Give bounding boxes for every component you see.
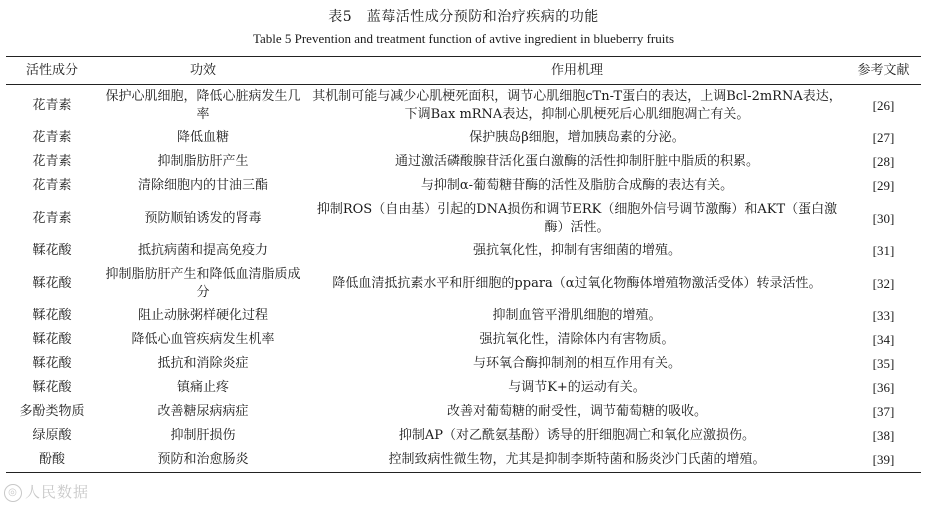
cell-effect: 阻止动脉粥样硬化过程 xyxy=(137,308,268,323)
header-effect: 功效 xyxy=(98,57,308,85)
cell-reference: [28] xyxy=(872,154,895,169)
watermark-text: 人民数据 xyxy=(25,483,90,501)
table-row xyxy=(6,424,921,448)
table-row xyxy=(6,126,921,150)
cell-effect: 抑制脂肪肝产生和降低血清脂质成分 xyxy=(105,266,301,300)
table-row xyxy=(6,198,921,239)
table-title-chinese: 表5 蓝莓活性成分预防和治疗疾病的功能 xyxy=(328,9,599,25)
cell-reference: [39] xyxy=(846,448,921,473)
table-row xyxy=(6,150,921,174)
cell-reference: [32] xyxy=(872,275,895,291)
cell-mechanism: 抑制血管平滑肌细胞的增殖。 xyxy=(492,308,662,323)
cell-effect: 抵抗病菌和提高免疫力 xyxy=(137,243,268,258)
cell-effect: 降低心血管疾病发生机率 xyxy=(131,332,275,347)
cell-effect: 预防顺铂诱发的肾毒 xyxy=(144,210,262,226)
cell-reference: [29] xyxy=(872,178,895,193)
table-row xyxy=(6,448,921,473)
table-row xyxy=(6,304,921,328)
functions-table xyxy=(6,56,921,473)
cell-effect: 镇痛止疼 xyxy=(176,380,229,395)
table-row xyxy=(6,174,921,198)
cell-mechanism: 抑制AP（对乙酰氨基酚）诱导的肝细胞凋亡和氧化应激损伤。 xyxy=(398,428,756,443)
cell-mechanism: 抑制ROS（自由基）引起的DNA损伤和调节ERK（细胞外信号调节激酶）和AKT（蛋白激酶）活性。 xyxy=(316,201,838,235)
cell-effect: 降低血糖 xyxy=(176,130,229,145)
table-row xyxy=(6,328,921,352)
cell-effect: 改善糖尿病病症 xyxy=(157,404,249,419)
cell-reference: [36] xyxy=(872,380,895,395)
cell-ingredient: 花青素 xyxy=(32,154,72,169)
cell-mechanism: 控制致病性微生物，尤其是抑制李斯特菌和肠炎沙门氏菌的增殖。 xyxy=(308,448,846,473)
watermark xyxy=(4,481,89,502)
watermark-logo-icon: ◎ xyxy=(4,484,22,502)
table-row xyxy=(6,85,921,127)
cell-reference: [33] xyxy=(872,308,895,323)
table-row xyxy=(6,263,921,304)
cell-ingredient: 酚酸 xyxy=(6,448,98,473)
cell-effect: 抵抗和消除炎症 xyxy=(157,356,249,371)
table-row xyxy=(6,352,921,376)
cell-mechanism: 与调节K+的运动有关。 xyxy=(508,380,646,395)
header-mechanism: 作用机理 xyxy=(308,57,846,85)
cell-effect: 抑制肝损伤 xyxy=(170,428,236,443)
cell-reference: [34] xyxy=(872,332,895,347)
cell-reference: [30] xyxy=(872,210,895,226)
cell-ingredient: 多酚类物质 xyxy=(19,404,85,419)
cell-ingredient: 花青素 xyxy=(32,130,72,145)
table-row xyxy=(6,400,921,424)
cell-ingredient: 鞣花酸 xyxy=(32,243,72,258)
cell-mechanism: 通过激活磷酸腺苷活化蛋白激酶的活性抑制肝脏中脂质的积累。 xyxy=(394,154,759,169)
cell-effect: 抑制脂肪肝产生 xyxy=(157,154,249,169)
table-row xyxy=(6,376,921,400)
cell-mechanism: 降低血清抵抗素水平和肝细胞的ppara（α过氧化物酶体增殖物激活受体）转录活性。 xyxy=(332,275,822,291)
cell-reference: [37] xyxy=(872,404,895,419)
cell-mechanism: 改善对葡萄糖的耐受性，调节葡萄糖的吸收。 xyxy=(446,404,707,419)
cell-reference: [38] xyxy=(872,428,895,443)
table-header-row xyxy=(6,57,921,85)
cell-ingredient: 鞣花酸 xyxy=(32,380,72,395)
table-title-english: Table 5 Prevention and treatment function of avtive ingredient in blueberry fruits xyxy=(252,31,675,46)
cell-effect: 清除细胞内的甘油三酯 xyxy=(137,178,268,193)
header-ingredient: 活性成分 xyxy=(6,57,98,85)
cell-mechanism: 与环氧合酶抑制剂的相互作用有关。 xyxy=(472,356,681,371)
cell-ingredient: 花青素 xyxy=(32,97,72,113)
table-row xyxy=(6,239,921,263)
cell-reference: [31] xyxy=(872,243,895,258)
header-reference: 参考文献 xyxy=(846,57,921,85)
cell-ingredient: 花青素 xyxy=(32,178,72,193)
cell-ingredient: 鞣花酸 xyxy=(32,332,72,347)
cell-ingredient: 鞣花酸 xyxy=(32,275,72,291)
cell-mechanism: 强抗氧化性，清除体内有害物质。 xyxy=(479,332,675,347)
cell-mechanism: 与抑制α-葡萄糖苷酶的活性及脂肪合成酶的表达有关。 xyxy=(420,178,734,193)
cell-reference: [35] xyxy=(872,356,895,371)
cell-effect: 保护心肌细胞，降低心脏病发生几率 xyxy=(105,88,301,122)
cell-ingredient: 鞣花酸 xyxy=(32,356,72,371)
cell-effect: 预防和治愈肠炎 xyxy=(98,448,308,473)
cell-mechanism: 保护胰岛β细胞，增加胰岛素的分泌。 xyxy=(469,130,685,145)
cell-ingredient: 绿原酸 xyxy=(32,428,72,443)
cell-reference: [26] xyxy=(872,97,895,113)
cell-mechanism: 强抗氧化性，抑制有害细菌的增殖。 xyxy=(472,243,681,258)
cell-reference: [27] xyxy=(872,130,895,145)
cell-ingredient: 鞣花酸 xyxy=(32,308,72,323)
cell-mechanism: 其机制可能与减少心肌梗死面积，调节心肌细胞cTn-T蛋白的表达，上调Bcl-2mRNA表达，下调Bax mRNA表达，抑制心肌梗死后心肌细胞凋亡有关。 xyxy=(312,88,842,122)
cell-ingredient: 花青素 xyxy=(32,210,72,226)
